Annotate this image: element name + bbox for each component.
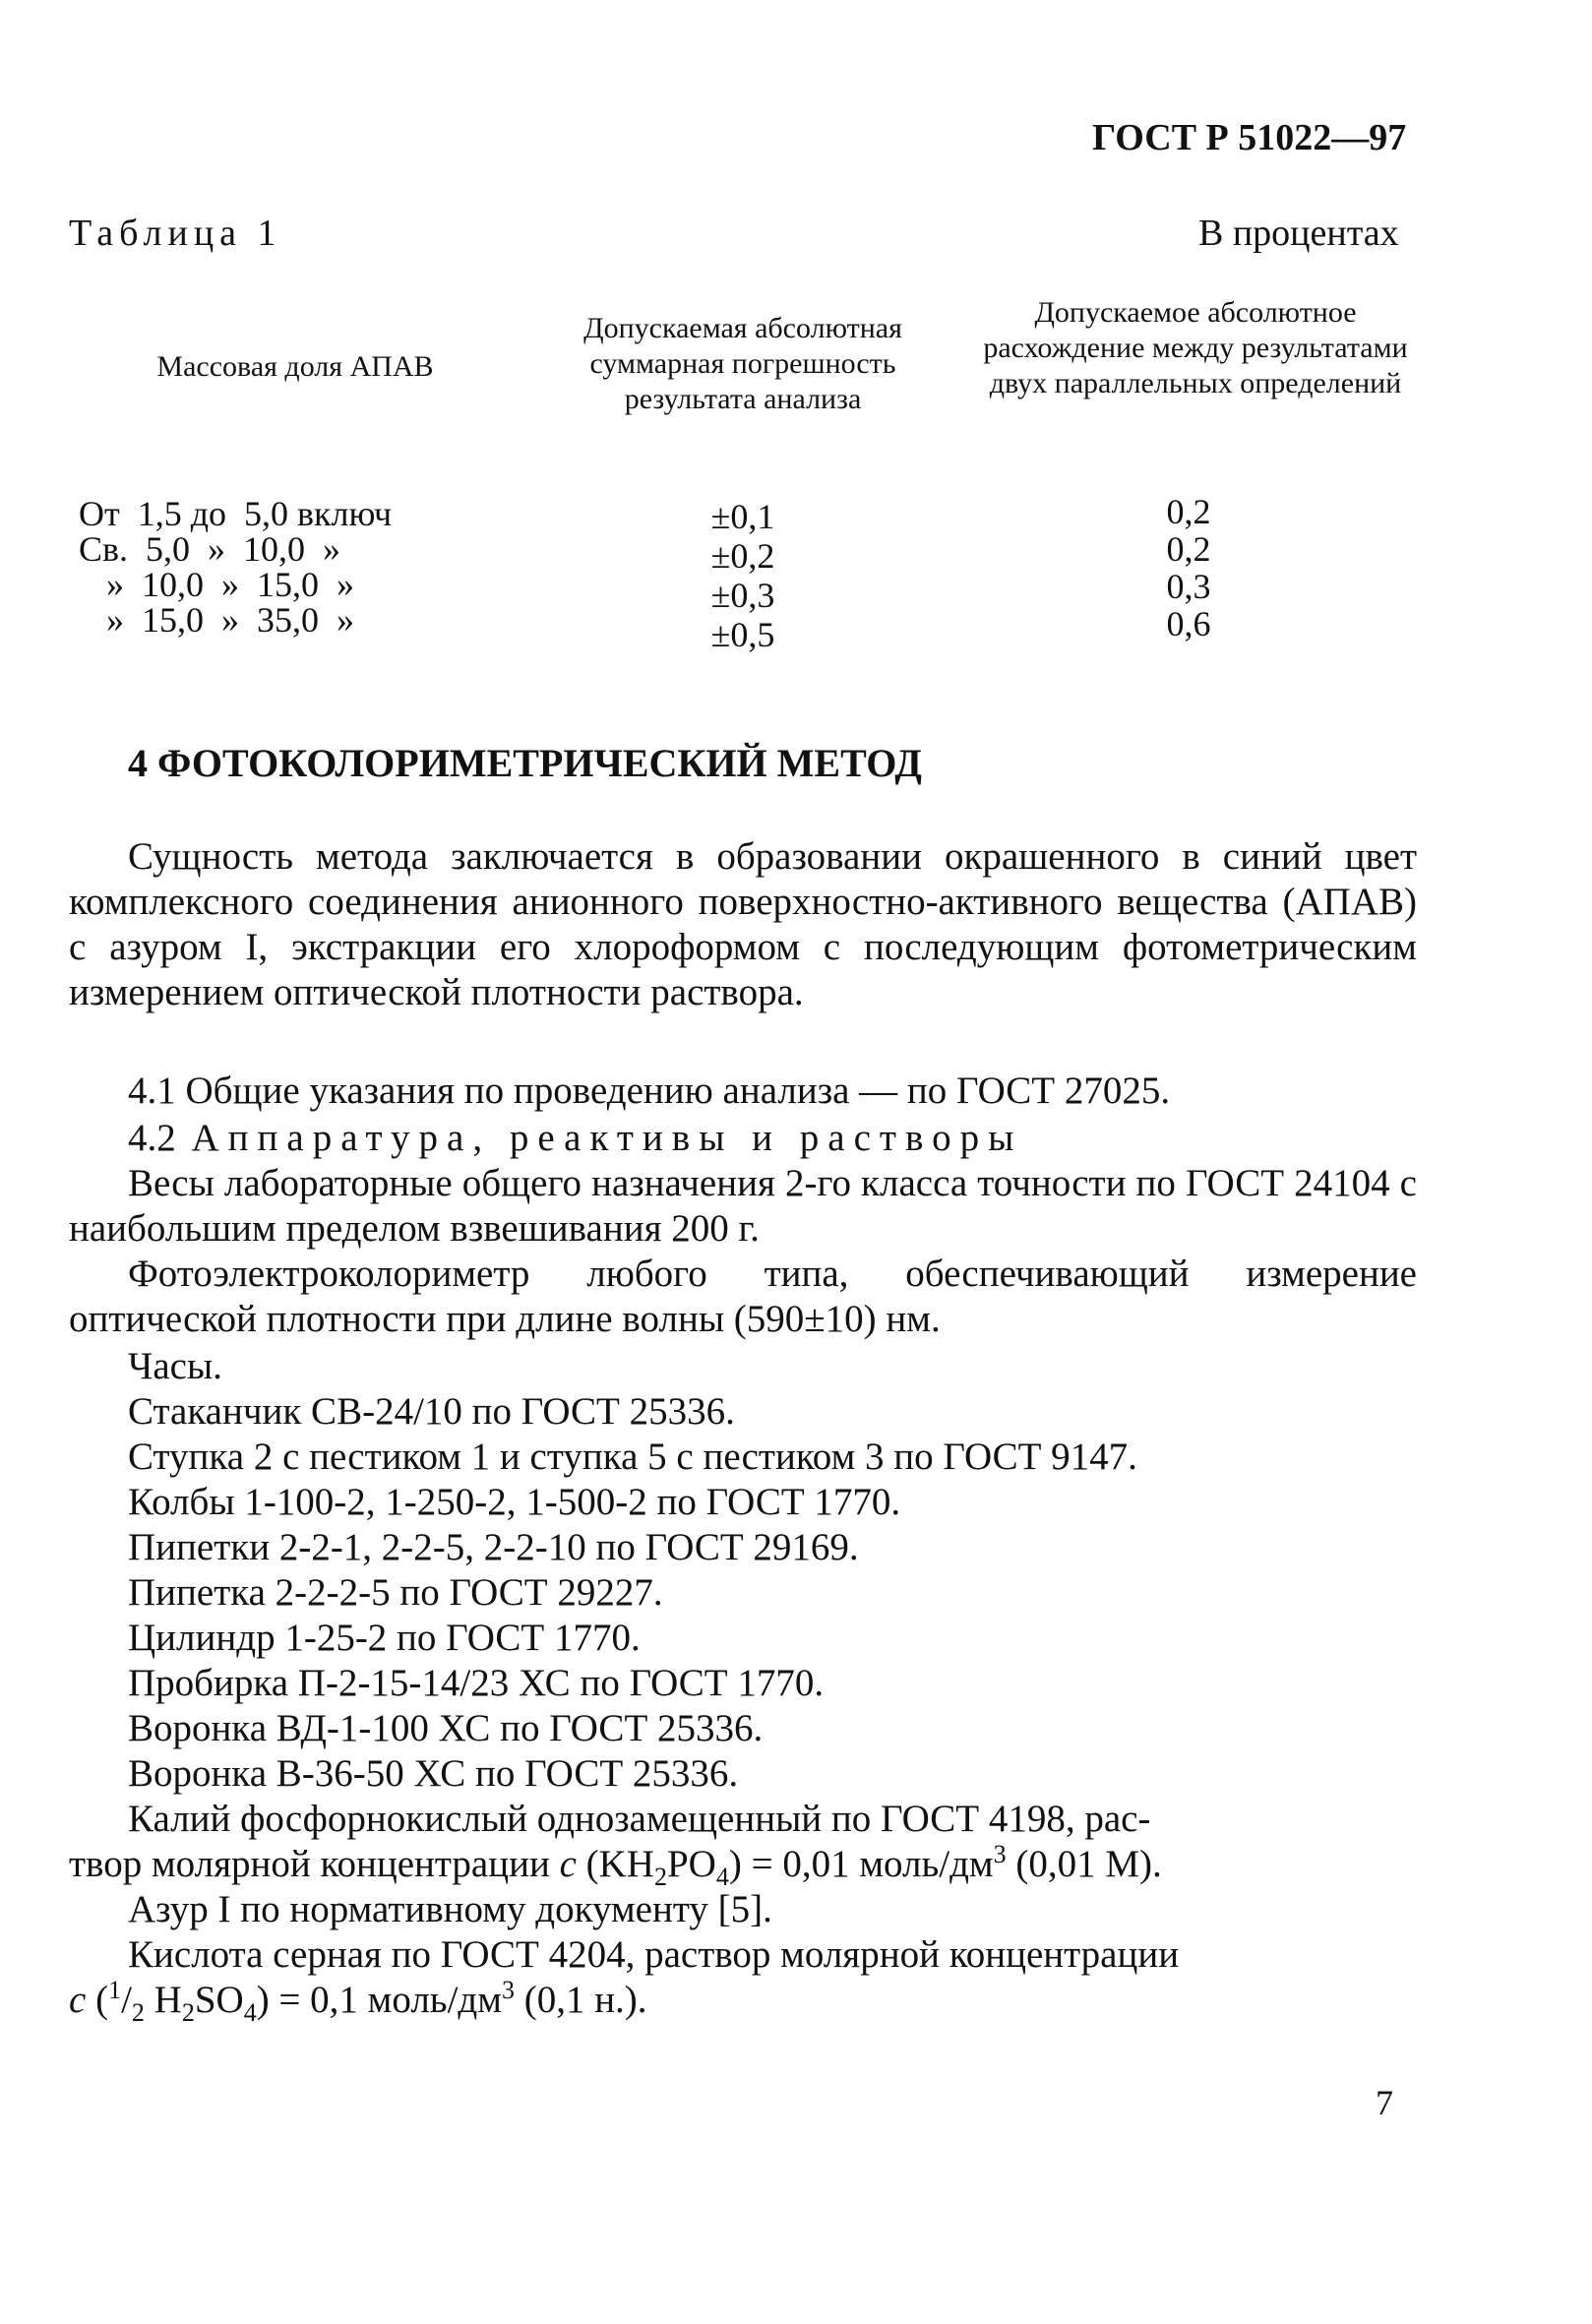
paragraph-4-2-number: 4.2 xyxy=(128,1117,176,1159)
table-row-divergence-3: 0,3 xyxy=(1166,567,1211,606)
column-header-divergence: Допускаемое абсолютное расхождение между результатами двух параллельных определений xyxy=(983,296,1408,399)
unit-superscript: 3 xyxy=(993,1840,1007,1868)
formula-part: SO xyxy=(194,1979,244,2021)
equipment-item: Пипетка 2-2-2-5 по ГОСТ 29227. xyxy=(128,1571,663,1614)
equipment-item: Колбы 1-100-2, 1-250-2, 1-500-2 по ГОСТ 1770. xyxy=(128,1481,901,1523)
table-row-error-4: ±0,5 xyxy=(710,615,775,654)
column-header-total-error: Допускаемая абсолютная суммарная погрешность результата анализа xyxy=(583,312,902,415)
fraction-numerator: 1 xyxy=(108,1976,122,2004)
fraction-slash: / xyxy=(121,1979,132,2021)
equipment-item: Воронка В-36-50 ХС по ГОСТ 25336. xyxy=(128,1752,739,1795)
formula-part: PO xyxy=(666,1843,716,1885)
formula-part: ) = 0,01 моль/дм xyxy=(728,1843,994,1885)
table-row-range-1: От 1,5 до 5,0 включ xyxy=(79,494,393,533)
page-number: 7 xyxy=(1376,2083,1393,2122)
paragraph-4-1: 4.1 Общие указания по проведению анализа — по ГОСТ 27025. xyxy=(128,1070,1171,1112)
acid-line-1: Кислота серная по ГОСТ 4204, раствор молярной концентрации xyxy=(128,1933,1180,1976)
equipment-item: Пробирка П-2-15-14/23 ХС по ГОСТ 1770. xyxy=(128,1662,825,1704)
equipment-item: Цилиндр 1-25-2 по ГОСТ 1770. xyxy=(128,1617,641,1659)
scales-paragraph: Весы лабораторные общего назначения 2-го класса точности по ГОСТ 24104 с наибольшим пределом взвешивания 200 г. xyxy=(69,1162,1417,1250)
equipment-item: Ступка 2 с пестиком 1 и ступка 5 с пестиком 3 по ГОСТ 9147. xyxy=(128,1436,1137,1478)
formula-subscript: 4 xyxy=(243,1997,257,2027)
table-caption: Таблица 1 xyxy=(69,213,282,254)
photometer-paragraph: Фотоэлектроколориметр любого типа, обеспечивающий измерение оптической плотности при длине волны (590±10) нм. xyxy=(69,1253,1417,1340)
table-row-error-3: ±0,3 xyxy=(710,576,775,615)
kalium-line-2 xyxy=(69,1840,1162,1891)
formula-part: (0,1 н.). xyxy=(514,1979,647,2021)
table-row-divergence-1: 0,2 xyxy=(1166,492,1211,531)
formula-part: (KH xyxy=(585,1843,654,1885)
kalium-text: твор молярной концентрации xyxy=(69,1843,550,1885)
intro-paragraph: Сущность метода заключается в образовании окрашенного в синий цвет комплексного соединения анионного поверхностно-активного вещества (АПАВ) с азуром I, экстракции его хлороформом с последующим фотометрическим измерением оптической плотности раствора. xyxy=(69,835,1417,1013)
formula-part: H xyxy=(144,1979,182,2021)
equipment-item: Часы. xyxy=(128,1345,222,1387)
formula-part: ( xyxy=(86,1979,109,2021)
acid-line-2 xyxy=(69,1976,647,2027)
paragraph-4-2-title: Аппаратура, реактивы и растворы xyxy=(191,1117,1023,1159)
equipment-item: Воронка ВД-1-100 ХС по ГОСТ 25336. xyxy=(128,1707,764,1749)
formula-subscript: 2 xyxy=(181,1997,195,2027)
standard-header: ГОСТ Р 51022—97 xyxy=(1092,117,1407,158)
paragraph-4-2-heading xyxy=(128,1116,1022,1160)
formula-subscript: 4 xyxy=(715,1862,729,1891)
kalium-line-1: Калий фосфорнокислый однозамещенный по ГОСТ 4198, рас- xyxy=(128,1798,1151,1840)
concentration-symbol: c xyxy=(559,1843,577,1885)
table-row-range-4: » 15,0 » 35,0 » xyxy=(106,600,354,640)
column-header-mass-fraction: Массовая доля АПАВ xyxy=(156,350,434,383)
table-row-range-3: » 10,0 » 15,0 » xyxy=(106,565,354,604)
concentration-symbol: c xyxy=(69,1979,87,2021)
equipment-item: Стаканчик СВ-24/10 по ГОСТ 25336. xyxy=(128,1390,735,1433)
table-row-error-2: ±0,2 xyxy=(710,536,775,576)
formula-part: (0,01 М). xyxy=(1006,1843,1162,1885)
equipment-item: Пипетки 2-2-1, 2-2-5, 2-2-10 по ГОСТ 29169. xyxy=(128,1526,859,1568)
table-row-range-2: Св. 5,0 » 10,0 » xyxy=(79,529,341,569)
unit-superscript: 3 xyxy=(501,1976,515,2004)
azur-line: Азур I по нормативному документу [5]. xyxy=(128,1888,772,1930)
formula-part: ) = 0,1 моль/дм xyxy=(256,1979,502,2021)
fraction-denominator: 2 xyxy=(131,1997,145,2027)
table-row-error-1: ±0,1 xyxy=(710,497,775,536)
table-row-divergence-4: 0,6 xyxy=(1166,604,1211,643)
formula-subscript: 2 xyxy=(653,1862,667,1891)
table-row-divergence-2: 0,2 xyxy=(1166,529,1211,569)
table-units: В процентах xyxy=(1198,213,1399,254)
section-title: 4 ФОТОКОЛОРИМЕТРИЧЕСКИЙ МЕТОД xyxy=(128,741,922,785)
